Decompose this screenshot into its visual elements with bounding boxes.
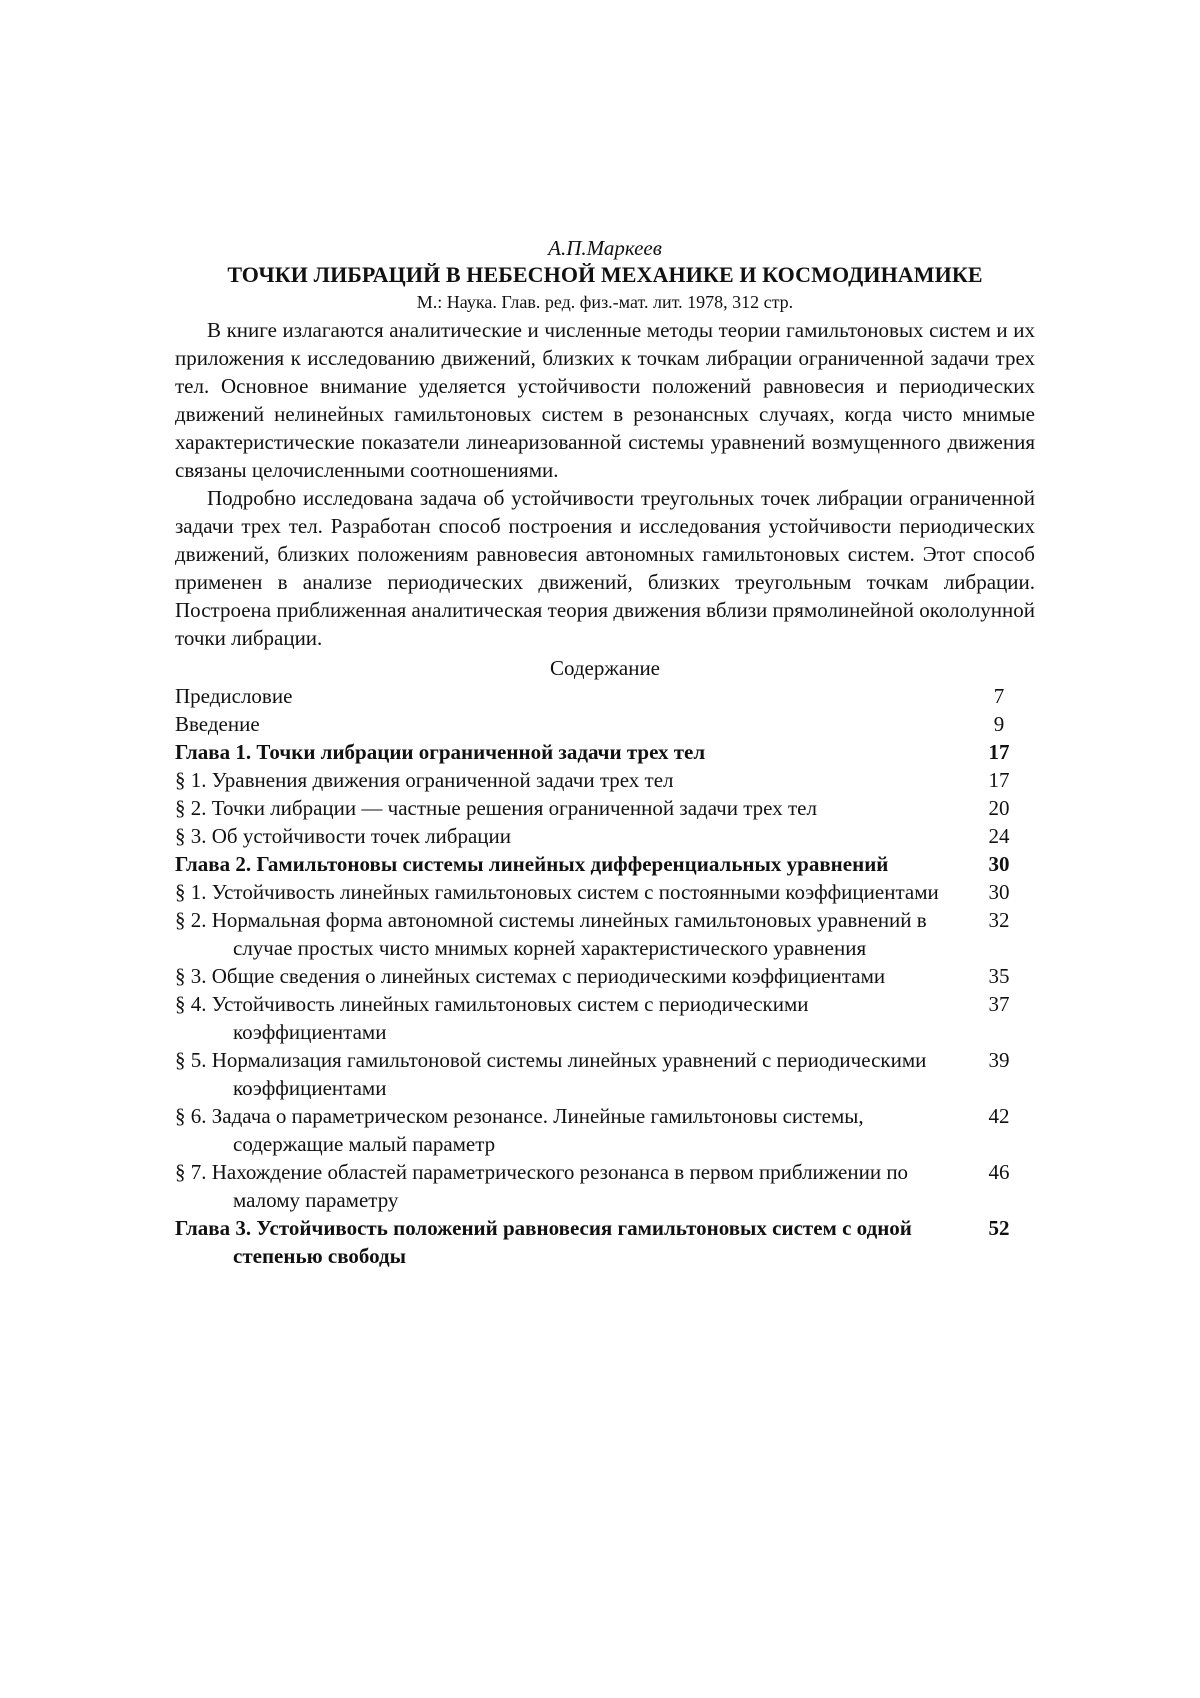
- toc-entry: [175, 878, 1035, 906]
- book-title: ТОЧКИ ЛИБРАЦИЙ В НЕБЕСНОЙ МЕХАНИКЕ И КОСМОДИНАМИКЕ: [227, 262, 983, 287]
- toc-entry: [175, 1158, 1035, 1214]
- table-of-contents: [175, 682, 1035, 1270]
- toc-entry: [175, 766, 1035, 794]
- toc-entry-title: § 4. Устойчивость линейных гамильтоновых систем с периодическими коэффициентами: [175, 992, 809, 1044]
- toc-entry: [175, 1102, 1035, 1158]
- toc-entry: [175, 906, 1035, 962]
- toc-entry: [175, 1046, 1035, 1102]
- toc-entry-title: § 3. Об устойчивости точек либрации: [175, 824, 512, 848]
- toc-heading: Содержание: [549, 656, 661, 680]
- toc-page-number: 37: [988, 992, 1010, 1016]
- toc-page-number: 30: [988, 852, 1010, 876]
- toc-entry-title: § 1. Устойчивость линейных гамильтоновых систем с постоянными коэффициентами: [175, 880, 939, 904]
- toc-chapter-entry: [175, 850, 1035, 878]
- toc-entry: [175, 794, 1035, 822]
- toc-entry-title: Глава 2. Гамильтоновы системы линейных дифференциальных уравнений: [175, 852, 889, 876]
- toc-entry-title: § 2. Нормальная форма автономной системы линейных гамильтоновых уравнений в случае простых чисто мнимых корней характеристического уравнения: [175, 908, 927, 960]
- toc-page-number: 39: [988, 1048, 1010, 1072]
- toc-page-number: 7: [993, 684, 1005, 708]
- toc-page-number: 17: [988, 740, 1010, 764]
- toc-page-number: 32: [988, 908, 1010, 932]
- toc-page-number: 35: [988, 964, 1010, 988]
- toc-entry-title: § 7. Нахождение областей параметрического резонанса в первом приближении по малому параметру: [175, 1160, 909, 1212]
- toc-page-number: 52: [988, 1216, 1010, 1240]
- abstract-paragraph: В книге излагаются аналитические и численные методы теории гамильтоновых систем и их приложения к исследованию движений, близких к точкам либрации ограниченной задачи трех тел. Основное внимание уделяется устойчивости положений равновесия и периодических движений нелинейных гамильтоновых систем в резонансных случаях, когда чисто мнимые характеристические показатели линеаризованной системы уравнений возмущенного движения связаны целочисленными соотношениями.: [175, 318, 1035, 482]
- toc-entry: [175, 822, 1035, 850]
- toc-entry-title: § 5. Нормализация гамильтоновой системы линейных уравнений с периодическими коэффициентами: [175, 1048, 927, 1100]
- toc-chapter-entry: [175, 738, 1035, 766]
- toc-page-number: 30: [988, 880, 1010, 904]
- toc-entry: [175, 990, 1035, 1046]
- abstract-paragraph: Подробно исследована задача об устойчивости треугольных точек либрации ограниченной задачи трех тел. Разработан способ построения и исследования устойчивости периодических движений, близких положениям равновесия автономных гамильтоновых систем. Этот способ применен в анализе периодических движений, близких треугольным точкам либрации. Построена приближенная аналитическая теория движения вблизи прямолинейной окололунной точки либрации.: [175, 486, 1035, 650]
- toc-entry: [175, 682, 1035, 710]
- document-page: [175, 236, 1035, 1270]
- toc-entry-title: § 1. Уравнения движения ограниченной задачи трех тел: [175, 768, 674, 792]
- toc-entry: [175, 962, 1035, 990]
- toc-page-number: 24: [988, 824, 1010, 848]
- publication-imprint: М.: Наука. Глав. ред. физ.-мат. лит. 1978, 312 стр.: [416, 292, 794, 312]
- toc-page-number: 46: [988, 1160, 1010, 1184]
- abstract: [175, 316, 1035, 652]
- toc-page-number: 17: [988, 768, 1010, 792]
- toc-page-number: 42: [988, 1104, 1010, 1128]
- toc-entry-title: Глава 1. Точки либрации ограниченной задачи трех тел: [175, 740, 706, 764]
- toc-entry-title: § 3. Общие сведения о линейных системах с периодическими коэффициентами: [175, 964, 886, 988]
- toc-entry-title: Введение: [175, 712, 260, 736]
- toc-entry-title: Глава 3. Устойчивость положений равновесия гамильтоновых систем с одной степенью свободы: [175, 1216, 912, 1268]
- toc-entry-title: Предисловие: [175, 684, 293, 708]
- toc-page-number: 20: [988, 796, 1010, 820]
- toc-page-number: 9: [993, 712, 1005, 736]
- toc-entry-title: § 2. Точки либрации — частные решения ограниченной задачи трех тел: [175, 796, 817, 820]
- author-name: А.П.Маркеев: [548, 236, 662, 260]
- toc-entry: [175, 710, 1035, 738]
- toc-entry-title: § 6. Задача о параметрическом резонансе. Линейные гамильтоновы системы, содержащие малый параметр: [175, 1104, 864, 1156]
- toc-chapter-entry: [175, 1214, 1035, 1270]
